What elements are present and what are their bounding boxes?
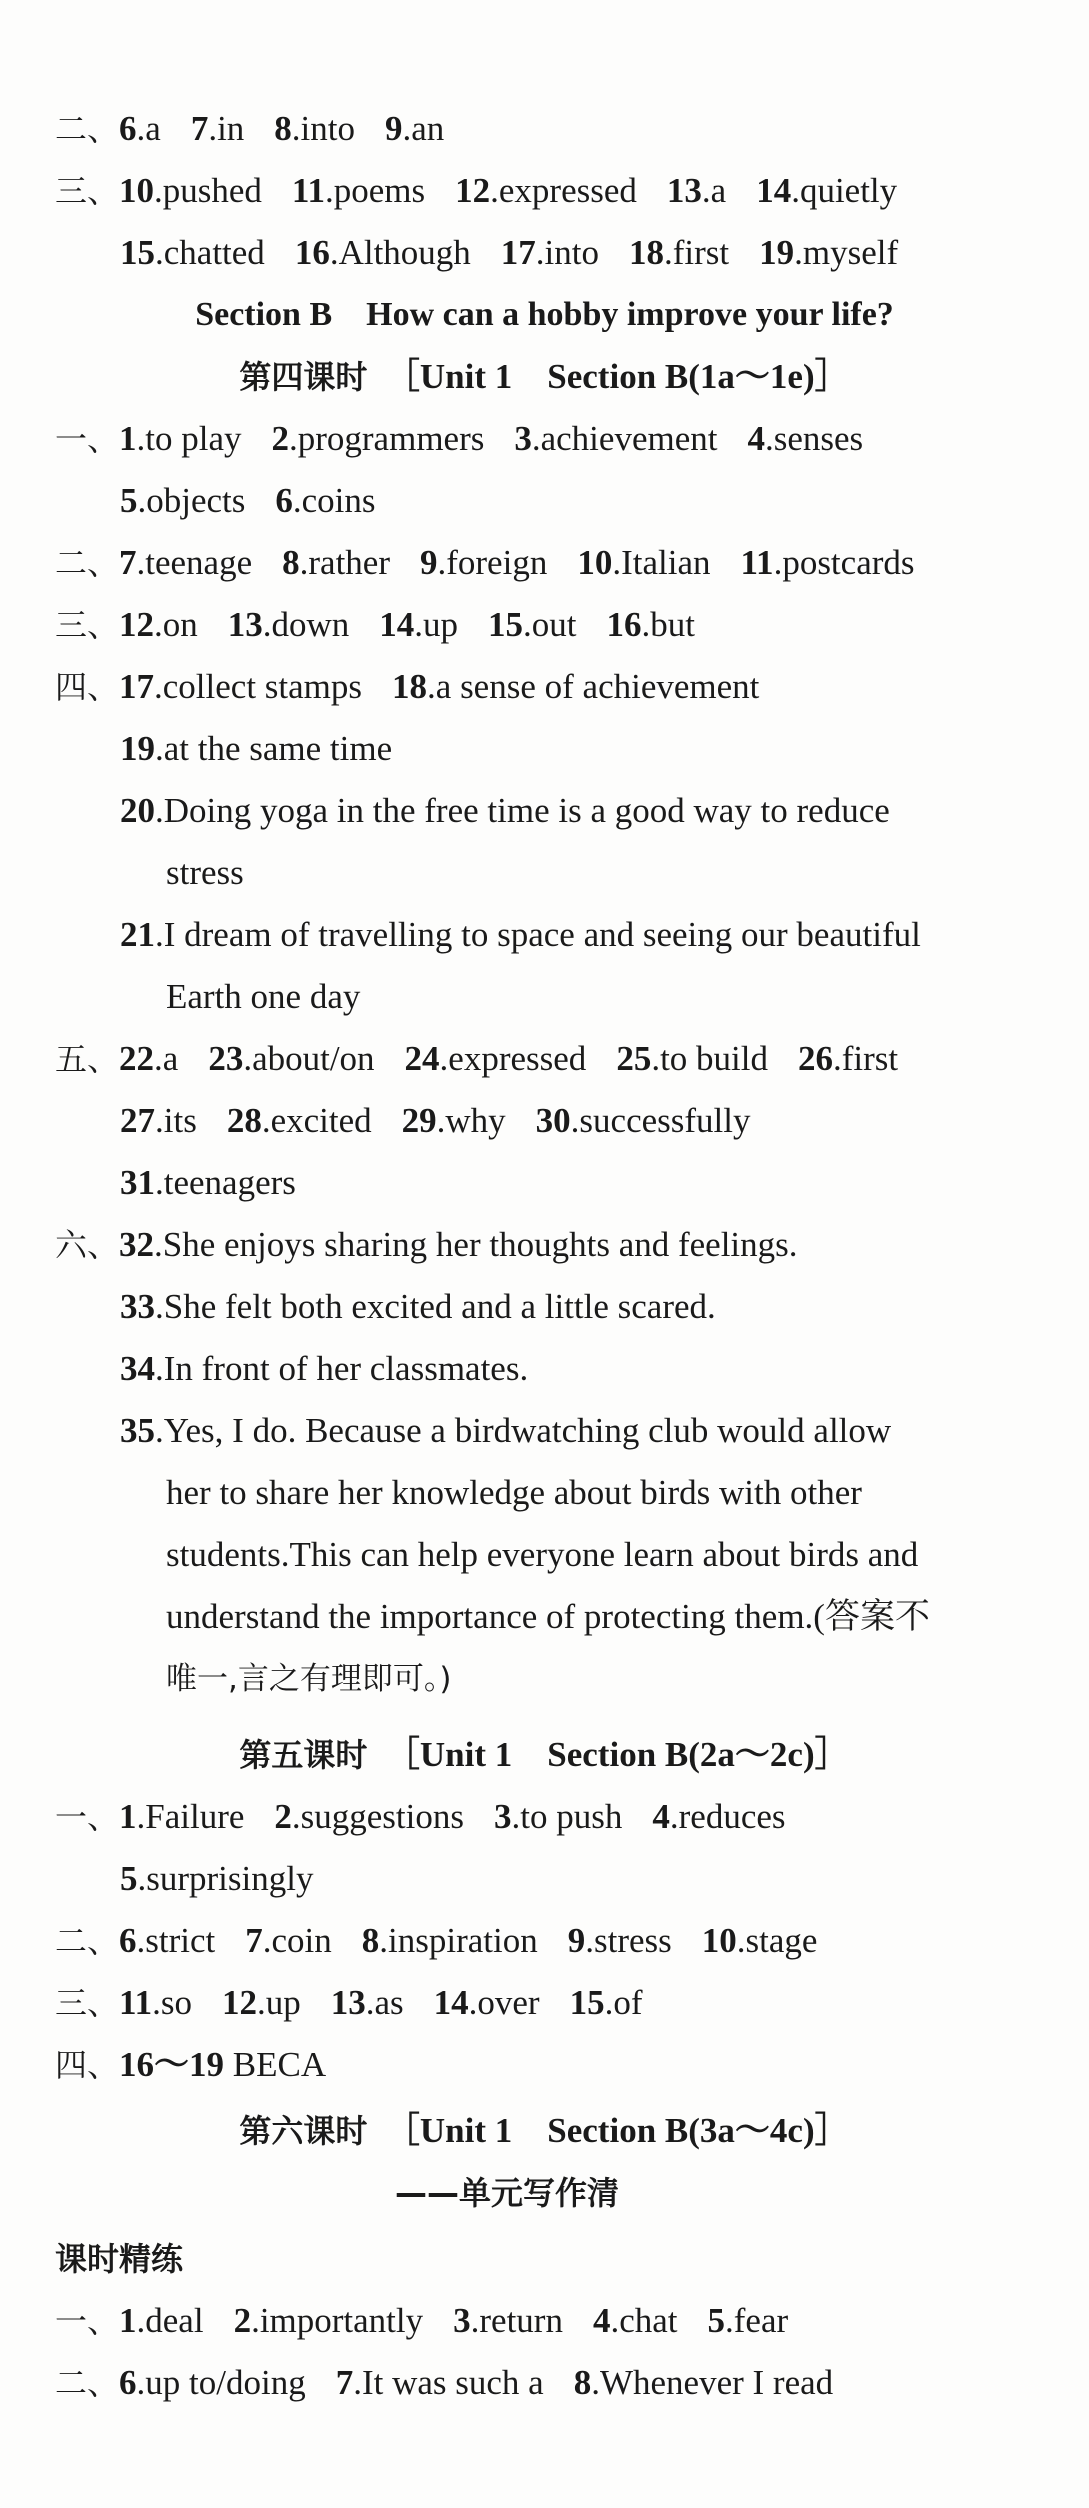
- unit-label: ［Unit 1 Section B(1a～1e)］: [384, 357, 850, 396]
- answer-line: [0, 160, 1089, 222]
- section-marker: 三、: [55, 606, 120, 644]
- answer-item: 1.Failure: [119, 1797, 245, 1836]
- answer-item: 12.on: [119, 605, 198, 644]
- answer-item: 13.a: [666, 171, 727, 210]
- answer-item: 17.collect stamps: [119, 667, 363, 706]
- answer-line: [0, 1276, 1089, 1338]
- answer-item: 12.expressed: [455, 171, 637, 210]
- answer-item: 25.to build: [616, 1039, 768, 1078]
- answer-item: 26.first: [798, 1039, 899, 1078]
- answer-item: 18.first: [629, 233, 730, 272]
- practice-heading: 课时精练: [55, 2240, 184, 2278]
- answer-item: 5.surprisingly: [120, 1859, 314, 1898]
- answer-item: 30.successfully: [535, 1101, 751, 1140]
- answer-item: 12.up: [221, 1983, 301, 2022]
- answer-item: 6.up to/doing: [119, 2363, 306, 2402]
- answer-line: [0, 532, 1089, 594]
- lesson-label: 第四课时: [239, 358, 368, 396]
- answer-item: 10.Italian: [577, 543, 711, 582]
- answer-item: 19.myself: [759, 233, 899, 272]
- answer-item: 11.so: [119, 1983, 192, 2022]
- lesson-label: 第六课时: [239, 2112, 368, 2150]
- continuation-line: students.This can help everyone learn about birds and: [166, 1535, 919, 1574]
- answer-item: 9.stress: [567, 1921, 672, 1960]
- section-marker: 五、: [55, 1040, 120, 1078]
- continuation-line: 唯一,言之有理即可。): [166, 1661, 452, 1697]
- answer-item: 3.to push: [494, 1797, 623, 1836]
- answer-item: 28.excited: [226, 1101, 372, 1140]
- lesson-heading: [0, 2100, 1089, 2162]
- lesson-label: 第五课时: [239, 1736, 368, 1774]
- answer-item: 35.Yes, I do. Because a birdwatching club would allow: [120, 1411, 892, 1450]
- answer-item: 10.pushed: [119, 171, 262, 210]
- answer-item: 18.a sense of achievement: [392, 667, 760, 706]
- answer-item: 11.postcards: [740, 543, 915, 582]
- section-marker: 一、: [55, 1798, 120, 1836]
- answer-line: [0, 594, 1089, 656]
- answer-line: [0, 2034, 1089, 2096]
- answer-line: [0, 780, 1089, 842]
- answer-item: 24.expressed: [404, 1039, 587, 1078]
- section-marker: 二、: [55, 544, 120, 582]
- continuation-line: understand the importance of protecting them.(答案不: [166, 1597, 930, 1636]
- answer-item: 13.as: [330, 1983, 404, 2022]
- answer-line: [0, 2290, 1089, 2352]
- section-marker: 六、: [55, 1226, 120, 1264]
- answer-line: [0, 718, 1089, 780]
- answer-item: 2.programmers: [271, 419, 485, 458]
- answer-line: [0, 1338, 1089, 1400]
- answer-item: 2.suggestions: [274, 1797, 465, 1836]
- answer-item: 4.reduces: [652, 1797, 786, 1836]
- answer-item: 16.but: [606, 605, 696, 644]
- unit-label: ［Unit 1 Section B(3a～4c)］: [384, 2111, 850, 2150]
- answer-line: [0, 656, 1089, 718]
- answer-line: [0, 1786, 1089, 1848]
- answer-item: 15.out: [488, 605, 577, 644]
- answer-line: [0, 1152, 1089, 1214]
- answer-item: 21.I dream of travelling to space and seeing our beautiful: [120, 915, 921, 954]
- answer-item: 8.Whenever I read: [573, 2363, 834, 2402]
- section-marker: 二、: [55, 110, 120, 148]
- answer-item: 8.rather: [282, 543, 390, 582]
- answer-item: 9.an: [385, 109, 445, 148]
- section-marker: 三、: [55, 1984, 120, 2022]
- answer-item: 27.its: [120, 1101, 197, 1140]
- answer-item: 15.chatted: [120, 233, 265, 272]
- answer-line: [0, 1848, 1089, 1910]
- answer-line: [0, 904, 1089, 966]
- answer-line: [0, 1400, 1089, 1462]
- answer-item: 8.inspiration: [361, 1921, 538, 1960]
- answer-item: 33.She felt both excited and a little scared.: [120, 1287, 716, 1326]
- section-marker: 一、: [55, 420, 120, 458]
- answer-item: 7.teenage: [119, 543, 253, 582]
- answer-item: 7.It was such a: [335, 2363, 544, 2402]
- answer-line: [0, 1910, 1089, 1972]
- answer-item: 14.over: [433, 1983, 540, 2022]
- answer-item: 1.to play: [119, 419, 242, 458]
- section-marker: 四、: [55, 668, 120, 706]
- continuation-line: stress: [166, 853, 244, 892]
- answer-item: 32.She enjoys sharing her thoughts and feelings.: [119, 1225, 798, 1264]
- answer-item: 5.fear: [707, 2301, 789, 2340]
- answer-line: [0, 408, 1089, 470]
- answer-item: 6.strict: [119, 1921, 216, 1960]
- answer-item: 6.coins: [275, 481, 376, 520]
- section-marker: 二、: [55, 2364, 120, 2402]
- answer-item: 7.coin: [245, 1921, 332, 1960]
- answer-item: 7.in: [190, 109, 245, 148]
- answer-item: 15.of: [569, 1983, 643, 2022]
- answer-item: 1.deal: [119, 2301, 204, 2340]
- answer-item: 3.achievement: [514, 419, 718, 458]
- answer-item: 6.a: [119, 109, 161, 148]
- answer-item: 31.teenagers: [120, 1163, 296, 1202]
- answer-item: 9.foreign: [420, 543, 548, 582]
- section-marker: 二、: [55, 1922, 120, 1960]
- answer-line: [0, 470, 1089, 532]
- answer-item: 4.chat: [592, 2301, 678, 2340]
- answer-line: [0, 98, 1089, 160]
- answer-item: 19.at the same time: [120, 729, 393, 768]
- answer-item: 23.about/on: [208, 1039, 375, 1078]
- continuation-line: her to share her knowledge about birds with other: [166, 1473, 862, 1512]
- answer-line: [0, 1090, 1089, 1152]
- continuation-line: Earth one day: [166, 977, 361, 1016]
- lesson-heading: [0, 1724, 1089, 1786]
- answer-item: 4.senses: [747, 419, 864, 458]
- answer-item: 11.poems: [291, 171, 426, 210]
- answer-line: [0, 1214, 1089, 1276]
- answer-line: [0, 1972, 1089, 2034]
- lesson-heading: [0, 346, 1089, 408]
- answer-item: 8.into: [274, 109, 355, 148]
- answer-item: 29.why: [401, 1101, 506, 1140]
- answer-item: 20.Doing yoga in the free time is a good way to reduce: [120, 791, 890, 830]
- answer-item: 14.quietly: [756, 171, 898, 210]
- section-marker: 四、: [55, 2046, 120, 2084]
- answer-line: [0, 1028, 1089, 1090]
- answer-item: 34.In front of her classmates.: [120, 1349, 529, 1388]
- answer-line: [0, 2352, 1089, 2414]
- answer-item: 17.into: [500, 233, 599, 272]
- section-marker: 一、: [55, 2302, 120, 2340]
- answer-item: 14.up: [379, 605, 459, 644]
- answer-line: [0, 222, 1089, 284]
- answer-item: 3.return: [453, 2301, 563, 2340]
- answer-item: 13.down: [227, 605, 350, 644]
- answer-item: 16～19 BECA: [119, 2045, 327, 2084]
- writing-subtitle: ——单元写作清: [395, 2174, 620, 2212]
- answer-item: 16.Although: [294, 233, 471, 272]
- section-title: Section B How can a hobby improve your life?: [195, 296, 894, 333]
- answer-item: 10.stage: [701, 1921, 818, 1960]
- unit-label: ［Unit 1 Section B(2a～2c)］: [384, 1735, 850, 1774]
- answer-item: 2.importantly: [233, 2301, 424, 2340]
- section-marker: 三、: [55, 172, 120, 210]
- answer-item: 22.a: [119, 1039, 179, 1078]
- answer-item: 5.objects: [120, 481, 246, 520]
